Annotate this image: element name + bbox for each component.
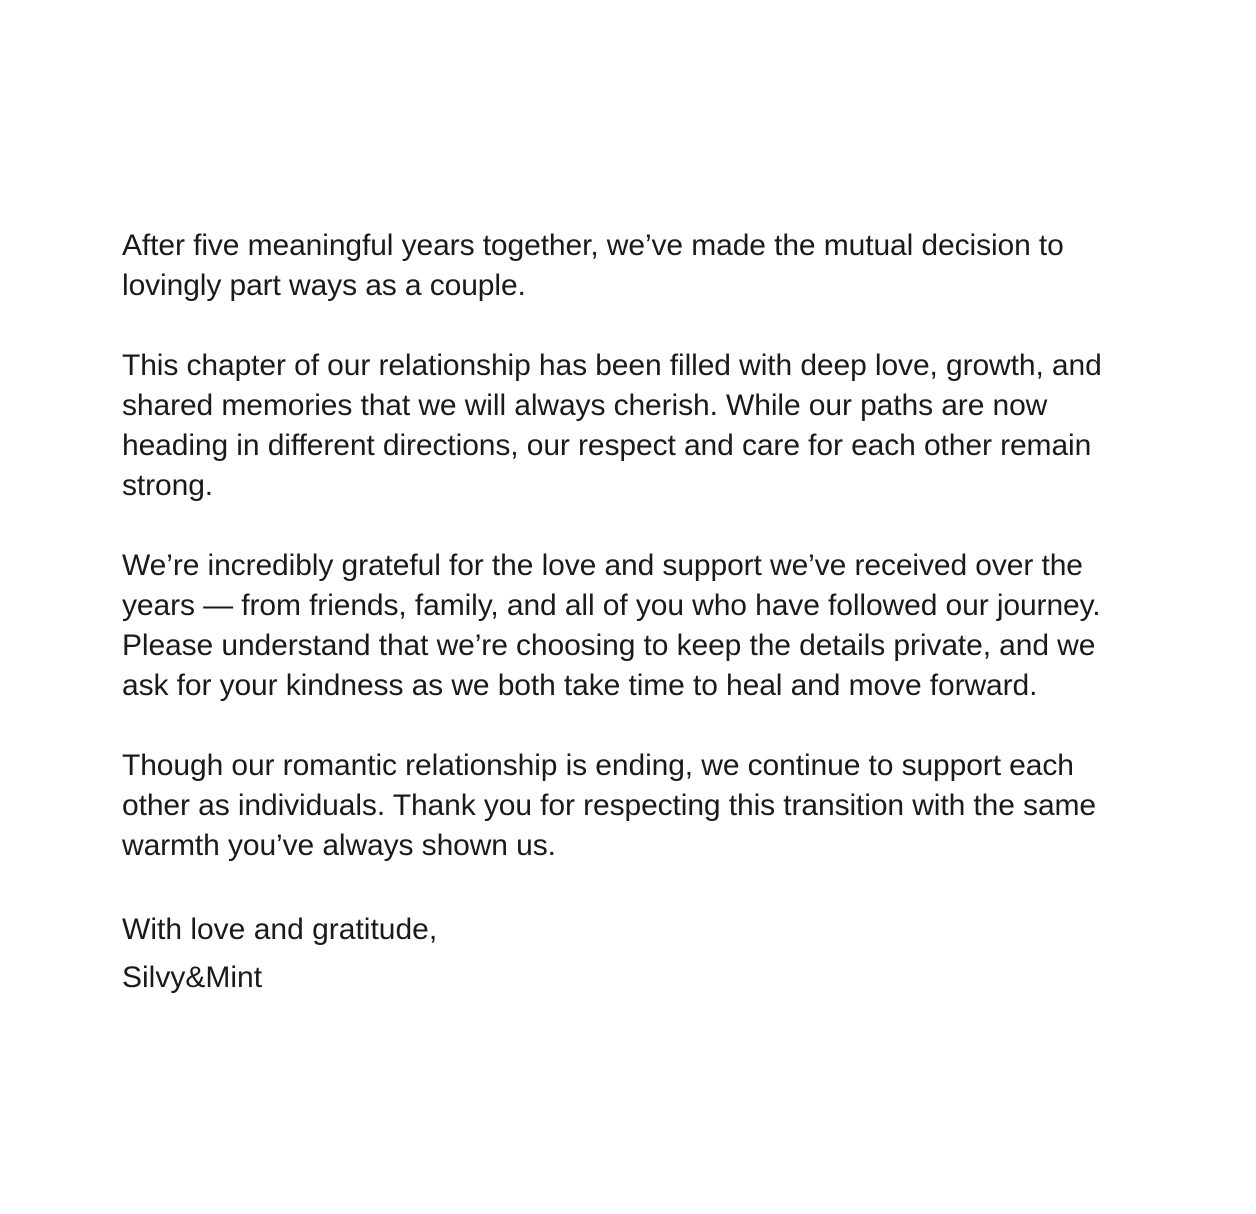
paragraph-line: other as individuals. Thank you for respecting this transition with the same bbox=[122, 789, 1097, 822]
paragraph-line: After five meaningful years together, we’ve made the mutual decision to bbox=[122, 229, 1064, 262]
paragraph-line: ask for your kindness as we both take time to heal and move forward. bbox=[122, 669, 1038, 702]
paragraph-1 bbox=[122, 226, 1152, 306]
signature: Silvy&Mint bbox=[122, 961, 263, 994]
statement-document bbox=[122, 226, 1152, 1002]
paragraph-line: lovingly part ways as a couple. bbox=[122, 269, 526, 302]
paragraph-line: Please understand that we’re choosing to keep the details private, and we bbox=[122, 629, 1096, 662]
closing-line: With love and gratitude, bbox=[122, 913, 438, 946]
paragraph-line: This chapter of our relationship has been filled with deep love, growth, and bbox=[122, 349, 1102, 382]
paragraph-line: strong. bbox=[122, 469, 214, 502]
paragraph-line: heading in different directions, our respect and care for each other remain bbox=[122, 429, 1092, 462]
paragraph-4 bbox=[122, 746, 1152, 866]
paragraph-2 bbox=[122, 346, 1152, 506]
paragraph-line: We’re incredibly grateful for the love and support we’ve received over the bbox=[122, 549, 1083, 582]
paragraph-line: Though our romantic relationship is ending, we continue to support each bbox=[122, 749, 1074, 782]
paragraph-line: shared memories that we will always cherish. While our paths are now bbox=[122, 389, 1048, 422]
paragraph-line: years — from friends, family, and all of you who have followed our journey. bbox=[122, 589, 1101, 622]
paragraph-3 bbox=[122, 546, 1152, 706]
paragraph-line: warmth you’ve always shown us. bbox=[122, 829, 556, 862]
